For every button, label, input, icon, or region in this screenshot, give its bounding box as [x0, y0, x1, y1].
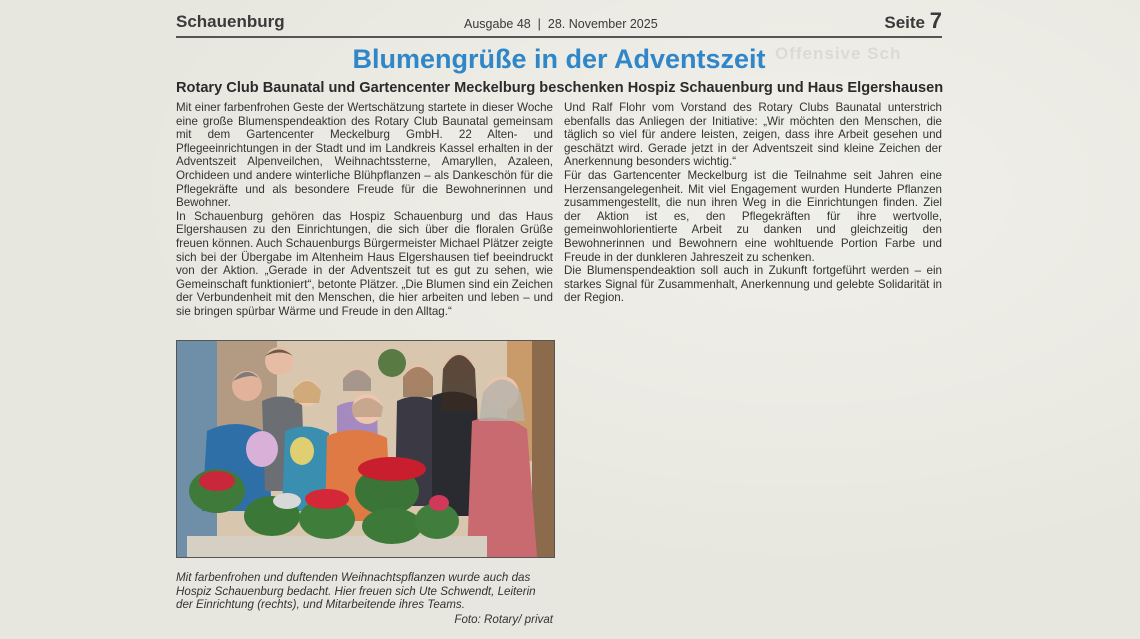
photo-credit: Foto: Rotary/ privat [454, 613, 553, 626]
article-headline: Blumengrüße in der Adventszeit [352, 44, 766, 74]
group-photo-illustration [177, 341, 554, 557]
article-subheadline: Rotary Club Baunatal und Gartencenter Meckelburg beschenken Hospiz Schauenburg und Haus Elgershausen [176, 80, 944, 96]
paragraph: Mit einer farbenfrohen Geste der Wertschätzung startete in dieser Woche eine große Blumenspendeaktion des Rotary Club Baunatal gemeinsam mit dem Gartencenter Meckelburg GmbH. 22 Alten- und Pflegeeinrichtungen in der Stadt und im Landkreis Kassel erhalten in der Adventszeit Alpenveilchen, Weihnachtssterne, Amaryllen, Azaleen, Orchideen und andere winterliche Blühpflanzen – als Dankeschön für die Pflegekräfte und als besondere Freude für die Bewohnerinnen und Bewohner. [176, 101, 553, 210]
page-header [176, 8, 942, 38]
section-name: Schauenburg [176, 12, 285, 31]
paragraph: Und Ralf Flohr vom Vorstand des Rotary Clubs Baunatal unterstrich ebenfalls das Anliegen der Initiative: „Wir möchten den Menschen, die täglich so viel für andere leisten, zeigen, dass ihre Arbeit gesehen und geschätzt wird. Gerade jetzt in der Adventszeit sind kleine Zeichen der Anerkennung besonders wichtig.“ [564, 101, 942, 169]
paragraph: In Schauenburg gehören das Hospiz Schauenburg und das Haus Elgershausen zu den Einrichtungen, die sich über die floralen Grüße freuen können. Auch Schauenburgs Bürgermeister Michael Plätzer zeigte sich bei der Übergabe im Altenheim Haus Elgershausen tief beeindruckt von der Aktion. „Gerade in der Adventszeit tut es gut zu sehen, wie Gemeinschaft funktioniert“, betonte Plätzer. „Die Blumen sind ein Zeichen der Verbundenheit mit den Menschen, die hier arbeiten und leben – und sie bringen spürbar Wärme und Freude in den Alltag.“ [176, 209, 554, 318]
paragraph: Für das Gartencenter Meckelburg ist die Teilnahme seit Jahren eine Herzensangelegenheit. Mit viel Engagement wurden Hunderte Pflanzen zusammengestellt, die nun ihren Weg in die Einrichtungen finden. Ziel der Aktion ist es, den Pflegekräften für ihre wertvolle, gemeinwohlorientierte Arbeit zu danken und gleichzeitig den Bewohnerinnen und Bewohnern eine wohltuende Portion Farbe und Freude in der dunkleren Jahreszeit zu schenken. [564, 168, 942, 264]
article-photo [176, 340, 555, 558]
bleed-through-text: Offensive Sch [775, 44, 902, 63]
paragraph: Die Blumenspendeaktion soll auch in Zukunft fortgeführt werden – ein starkes Signal für Zusammenhalt, Anerkennung und gelebte Solidarität in der Region. [564, 264, 942, 305]
photo-caption: Mit farbenfrohen und duftenden Weihnachtspflanzen wurde auch das Hospiz Schauenburg bedacht. Hier freuen sich Ute Schwendt, Leiterin der Einrichtung (rechts), und Mitarbeitende ihres Teams. [176, 571, 536, 612]
page-word: Seite [884, 13, 926, 32]
page-number-value: 7 [929, 8, 942, 33]
article-column-right [564, 101, 942, 305]
page-number [884, 8, 942, 34]
article-column-left [176, 101, 553, 319]
issue-info: Ausgabe 48 | 28. November 2025 [464, 17, 658, 31]
